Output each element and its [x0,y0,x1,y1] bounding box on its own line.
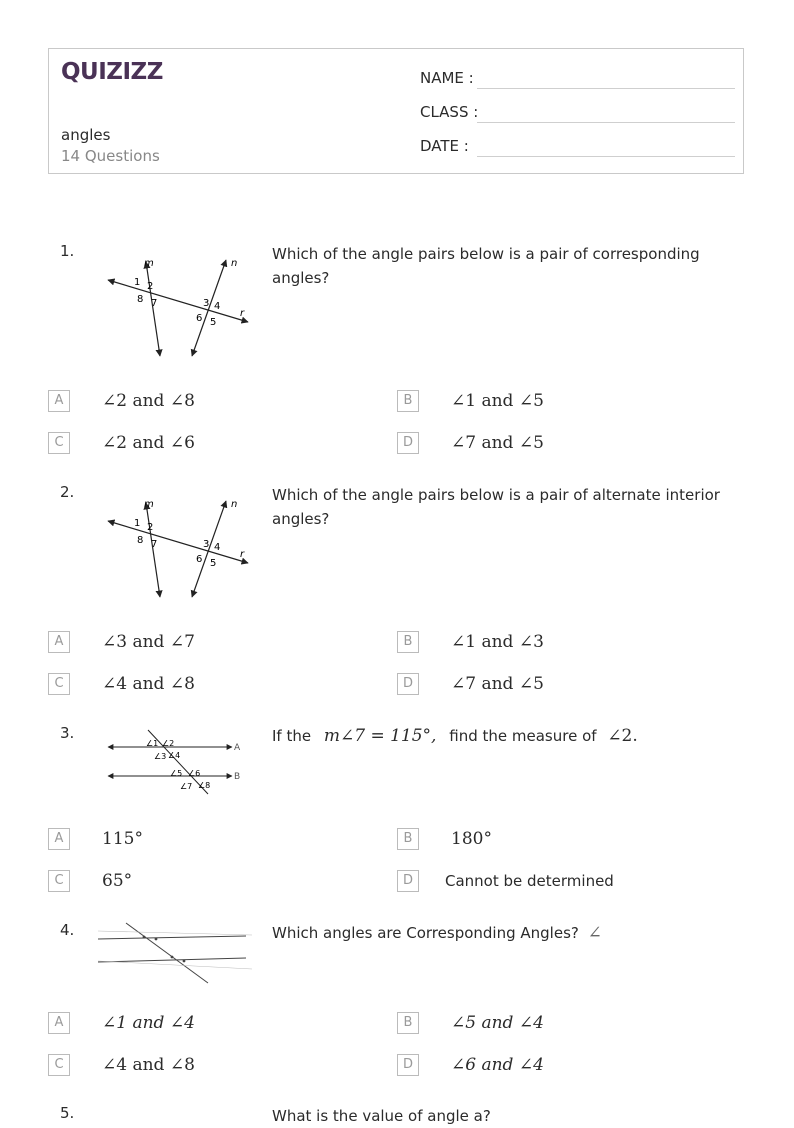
option-letter: A [48,1012,70,1034]
angle-label: ∠6 [188,769,201,778]
name-field[interactable] [420,67,735,89]
option-text: ∠6 and ∠4 [451,1055,544,1075]
option-letter: D [397,1054,419,1076]
option-letter: B [397,631,419,653]
option-text: Cannot be determined [445,872,614,890]
parallel-lines-figure [96,921,256,989]
option-text: ∠3 and ∠7 [102,632,195,652]
option-text: 65° [102,871,133,891]
question-number: 4. [60,921,75,939]
angle-label: ∠4 [168,751,181,760]
question-text-part: Which angles are Corresponding Angles? [272,924,579,942]
line-label: m [144,258,154,269]
question-math: ∠ [587,923,602,943]
question-number: 1. [60,242,75,260]
question-math: ∠2. [607,726,638,746]
worksheet-title: angles [61,126,111,144]
option-text: 180° [451,829,492,849]
date-field[interactable] [420,135,735,157]
angle-label: 2 [147,281,154,292]
angle-label: ∠1 [146,739,159,748]
question-text: Which of the angle pairs below is a pair of alternate interior angles? [272,486,720,528]
class-line[interactable] [477,122,735,123]
option-letter: C [48,432,70,454]
angle-label: 7 [151,539,158,550]
option-text: ∠4 and ∠8 [102,1055,195,1075]
angle-label: ∠5 [170,769,183,778]
line-label: r [240,549,245,560]
option-letter: C [48,673,70,695]
question-text-part: find the measure of [449,727,597,745]
angle-label: 8 [137,294,144,305]
angle-label: 6 [196,554,203,565]
angle-label: 2 [147,522,154,533]
class-field[interactable] [420,101,735,123]
line-label: n [231,499,238,510]
option-letter: B [397,390,419,412]
option-text: ∠7 and ∠5 [451,674,544,694]
question-text [272,724,722,748]
line-label: m [144,499,154,510]
option-text: ∠7 and ∠5 [451,433,544,453]
option-text: ∠1 and ∠4 [102,1013,195,1033]
option-letter: D [397,870,419,892]
option-letter: C [48,870,70,892]
angle-label: 7 [151,298,158,309]
angle-label: 1 [134,277,141,288]
option-letter: D [397,673,419,695]
name-label: NAME : [420,69,474,87]
date-line[interactable] [477,156,735,157]
angle-label: ∠2 [162,739,175,748]
date-label: DATE : [420,137,469,155]
name-line[interactable] [477,88,735,89]
transversal-figure [104,493,254,603]
question-count: 14 Questions [61,147,160,165]
angle-label: 3 [203,298,210,309]
option-letter: A [48,828,70,850]
option-text: ∠1 and ∠5 [451,391,544,411]
question-number: 2. [60,483,75,501]
question-text [272,921,722,945]
angle-label: 8 [137,535,144,546]
angle-label: 5 [210,558,217,569]
line-label: B [234,772,241,782]
question-text: Which of the angle pairs below is a pair of corresponding angles? [272,245,700,287]
transversal-figure [104,252,254,362]
question-math: m∠7 = 115°, [323,726,437,746]
line-label: r [240,308,245,319]
option-letter: C [48,1054,70,1076]
option-letter: D [397,432,419,454]
line-label: n [231,258,238,269]
question-text: What is the value of angle a? [272,1107,491,1125]
angle-label: ∠7 [180,782,193,791]
option-text: ∠1 and ∠3 [451,632,544,652]
option-text: ∠5 and ∠4 [451,1013,544,1033]
option-text: ∠2 and ∠8 [102,391,195,411]
worksheet-header [48,48,744,174]
option-letter: A [48,631,70,653]
angle-label: 4 [214,301,221,312]
parallel-lines-figure [104,726,254,796]
option-letter: A [48,390,70,412]
option-letter: B [397,1012,419,1034]
line-label: A [234,743,241,753]
option-letter: B [397,828,419,850]
angle-label: 1 [134,518,141,529]
quizizz-logo: QUIZIZZ [61,59,163,85]
option-text: ∠2 and ∠6 [102,433,195,453]
angle-label: 3 [203,539,210,550]
class-label: CLASS : [420,103,479,121]
angle-label: ∠3 [154,752,167,761]
angle-label: ∠8 [198,781,211,790]
question-number: 3. [60,724,75,742]
angle-label: 5 [210,317,217,328]
question-text-part: If the [272,727,312,745]
angle-label: 4 [214,542,221,553]
option-text: ∠4 and ∠8 [102,674,195,694]
question-number: 5. [60,1104,75,1122]
option-text: 115° [102,829,143,849]
angle-label: 6 [196,313,203,324]
